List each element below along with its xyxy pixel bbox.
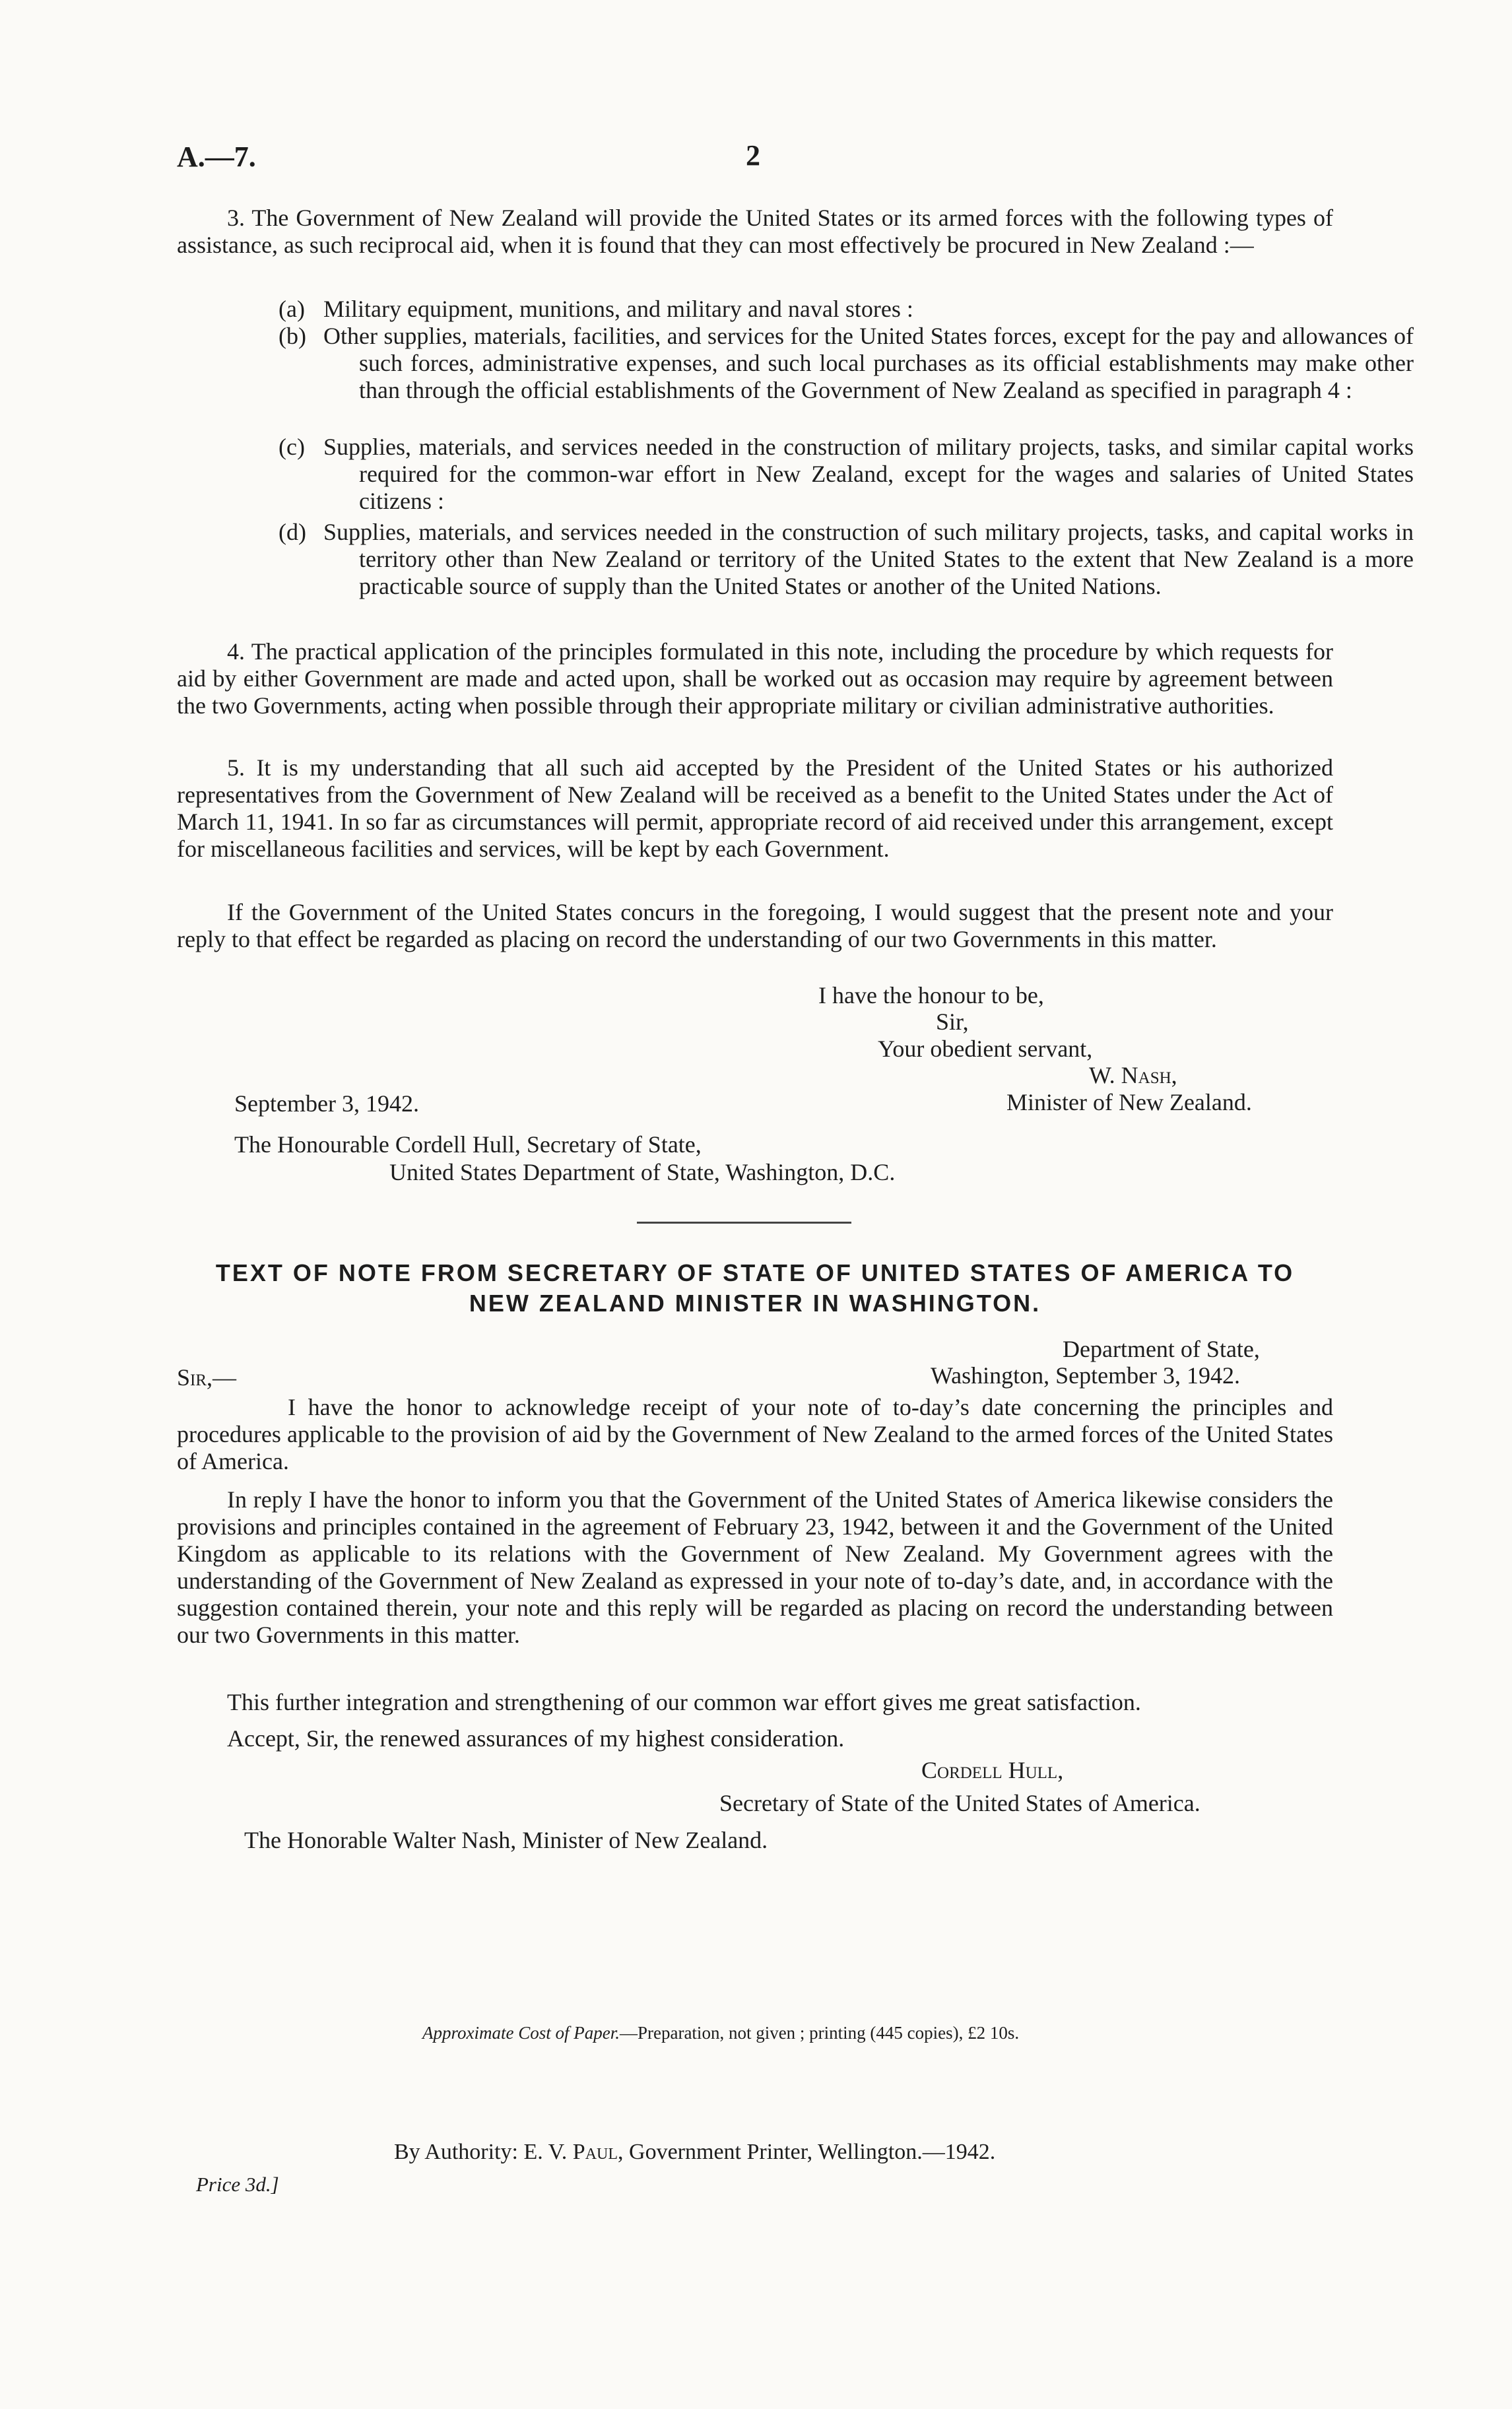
paragraph-4: 4. The practical application of the principles formulated in this note, including the procedure by which requests for aid by either Government are made and acted upon, shall be worked out as occasion may require by agreement between the two Governments, acting when possible through their appropriate military or civilian administrative authorities. bbox=[177, 638, 1333, 719]
authority-suffix: Government Printer, Wellington.—1942. bbox=[629, 2140, 996, 2164]
sender-department: Department of State, bbox=[1063, 1336, 1260, 1362]
sender-place-date: Washington, September 3, 1942. bbox=[931, 1362, 1241, 1389]
list-item-a bbox=[279, 296, 1414, 323]
list-item-text: Other supplies, materials, facilities, and services for the United States forces, except for the pay and allowances of such forces, administrative expenses, and such local purchases as its official establishments may make other than through the official establishments of the Government of New Zealand as specified in paragraph 4 : bbox=[323, 323, 1414, 403]
closing-line-1: I have the honour to be, bbox=[818, 982, 1044, 1008]
letter-date: September 3, 1942. bbox=[234, 1090, 419, 1117]
list-item-label: (b) bbox=[279, 323, 306, 349]
paragraph-6: If the Government of the United States concurs in the foregoing, I would suggest that the present note and your reply to that effect be regarded as placing on record the understanding of our two Governments in this matter. bbox=[177, 899, 1333, 952]
cost-label: Approximate Cost of Paper. bbox=[422, 2023, 620, 2043]
addressee-line-2: United States Department of State, Washington, D.C. bbox=[389, 1159, 896, 1185]
price: Price 3d.] bbox=[196, 2173, 279, 2196]
page-number: 2 bbox=[746, 139, 760, 172]
list-item-label: (c) bbox=[279, 434, 305, 460]
signature-title-nash: Minister of New Zealand. bbox=[1006, 1089, 1252, 1115]
list-item-label: (d) bbox=[279, 519, 306, 545]
cost-of-paper bbox=[422, 2022, 1019, 2043]
paper-reference: A.—7. bbox=[177, 141, 256, 173]
section-divider bbox=[637, 1222, 851, 1224]
reply-paragraph-4: Accept, Sir, the renewed assurances of my highest consideration. bbox=[227, 1725, 845, 1752]
signature-hull: Cordell Hull, bbox=[921, 1757, 1064, 1783]
note-title-line-2: NEW ZEALAND MINISTER IN WASHINGTON. bbox=[469, 1290, 1041, 1317]
reply-paragraph-2: In reply I have the honor to inform you that the Government of the United States of America likewise considers the provisions and principles contained in the agreement of February 23, 1942, between it and the Government of the United Kingdom as applicable to its relations with the Government of New Zealand. My Government agrees with the understanding of the Government of New Zealand as expressed in your note of to-day’s date, and, in accordance with the suggestion contained therein, your note and this reply will be regarded as placing on record the understanding between our two Governments in this matter. bbox=[177, 1486, 1333, 1648]
list-item-c bbox=[279, 434, 1414, 515]
cost-text: —Preparation, not given ; printing (445 copies), £2 10s. bbox=[619, 2023, 1020, 2043]
paragraph-5: 5. It is my understanding that all such aid accepted by the President of the United States or his authorized representatives from the Government of New Zealand will be received as a benefit to the United States under the Act of March 11, 1941. In so far as circumstances will permit, appropriate record of aid received under this arrangement, except for miscellaneous facilities and services, will be kept by each Government. bbox=[177, 754, 1333, 862]
list-item-d bbox=[279, 519, 1414, 600]
note-title-line-1: TEXT OF NOTE FROM SECRETARY OF STATE OF UNITED STATES OF AMERICA TO bbox=[215, 1259, 1295, 1286]
addressee-line-1: The Honourable Cordell Hull, Secretary of State, bbox=[234, 1131, 702, 1158]
signature-nash: W. Nash, bbox=[1089, 1062, 1177, 1088]
list-item-b bbox=[279, 323, 1414, 404]
reply-addressee: The Honorable Walter Nash, Minister of New Zealand. bbox=[244, 1827, 768, 1853]
printer-name: Paul, bbox=[572, 2140, 624, 2164]
printer-authority bbox=[394, 2138, 995, 2165]
list-item-text: Supplies, materials, and services needed in the construction of such military projects, tasks, and capital works in territory other than New Zealand or territory of the United States to the extent that New Zealand is a more practicable source of supply than the United States or another of the United Nations. bbox=[323, 519, 1414, 599]
paragraph-3-intro: 3. The Government of New Zealand will provide the United States or its armed forces with the following types of assistance, as such reciprocal aid, when it is found that they can most effectively be procured in New Zealand :— bbox=[177, 205, 1333, 258]
list-item-text: Supplies, materials, and services needed in the construction of military projects, tasks, and similar capital works required for the common-war effort in New Zealand, except for the wages and salaries of United States citizens : bbox=[323, 434, 1414, 514]
closing-line-2: Sir, bbox=[936, 1008, 969, 1035]
authority-prefix: By Authority: E. V. bbox=[394, 2140, 568, 2164]
signature-title-hull: Secretary of State of the United States of America. bbox=[719, 1790, 1200, 1816]
reply-paragraph-1: I have the honor to acknowledge receipt of your note of to-day’s date concerning the principles and procedures applicable to the provision of aid by the Government of New Zealand to the armed forces of the United States of America. bbox=[177, 1394, 1333, 1474]
list-item-label: (a) bbox=[279, 296, 305, 322]
closing-line-3: Your obedient servant, bbox=[878, 1036, 1093, 1062]
list-item-text: Military equipment, munitions, and military and naval stores : bbox=[323, 296, 913, 322]
reply-paragraph-3: This further integration and strengthening of our common war effort gives me great satisfaction. bbox=[227, 1689, 1141, 1715]
salutation: Sir,— bbox=[177, 1364, 237, 1391]
